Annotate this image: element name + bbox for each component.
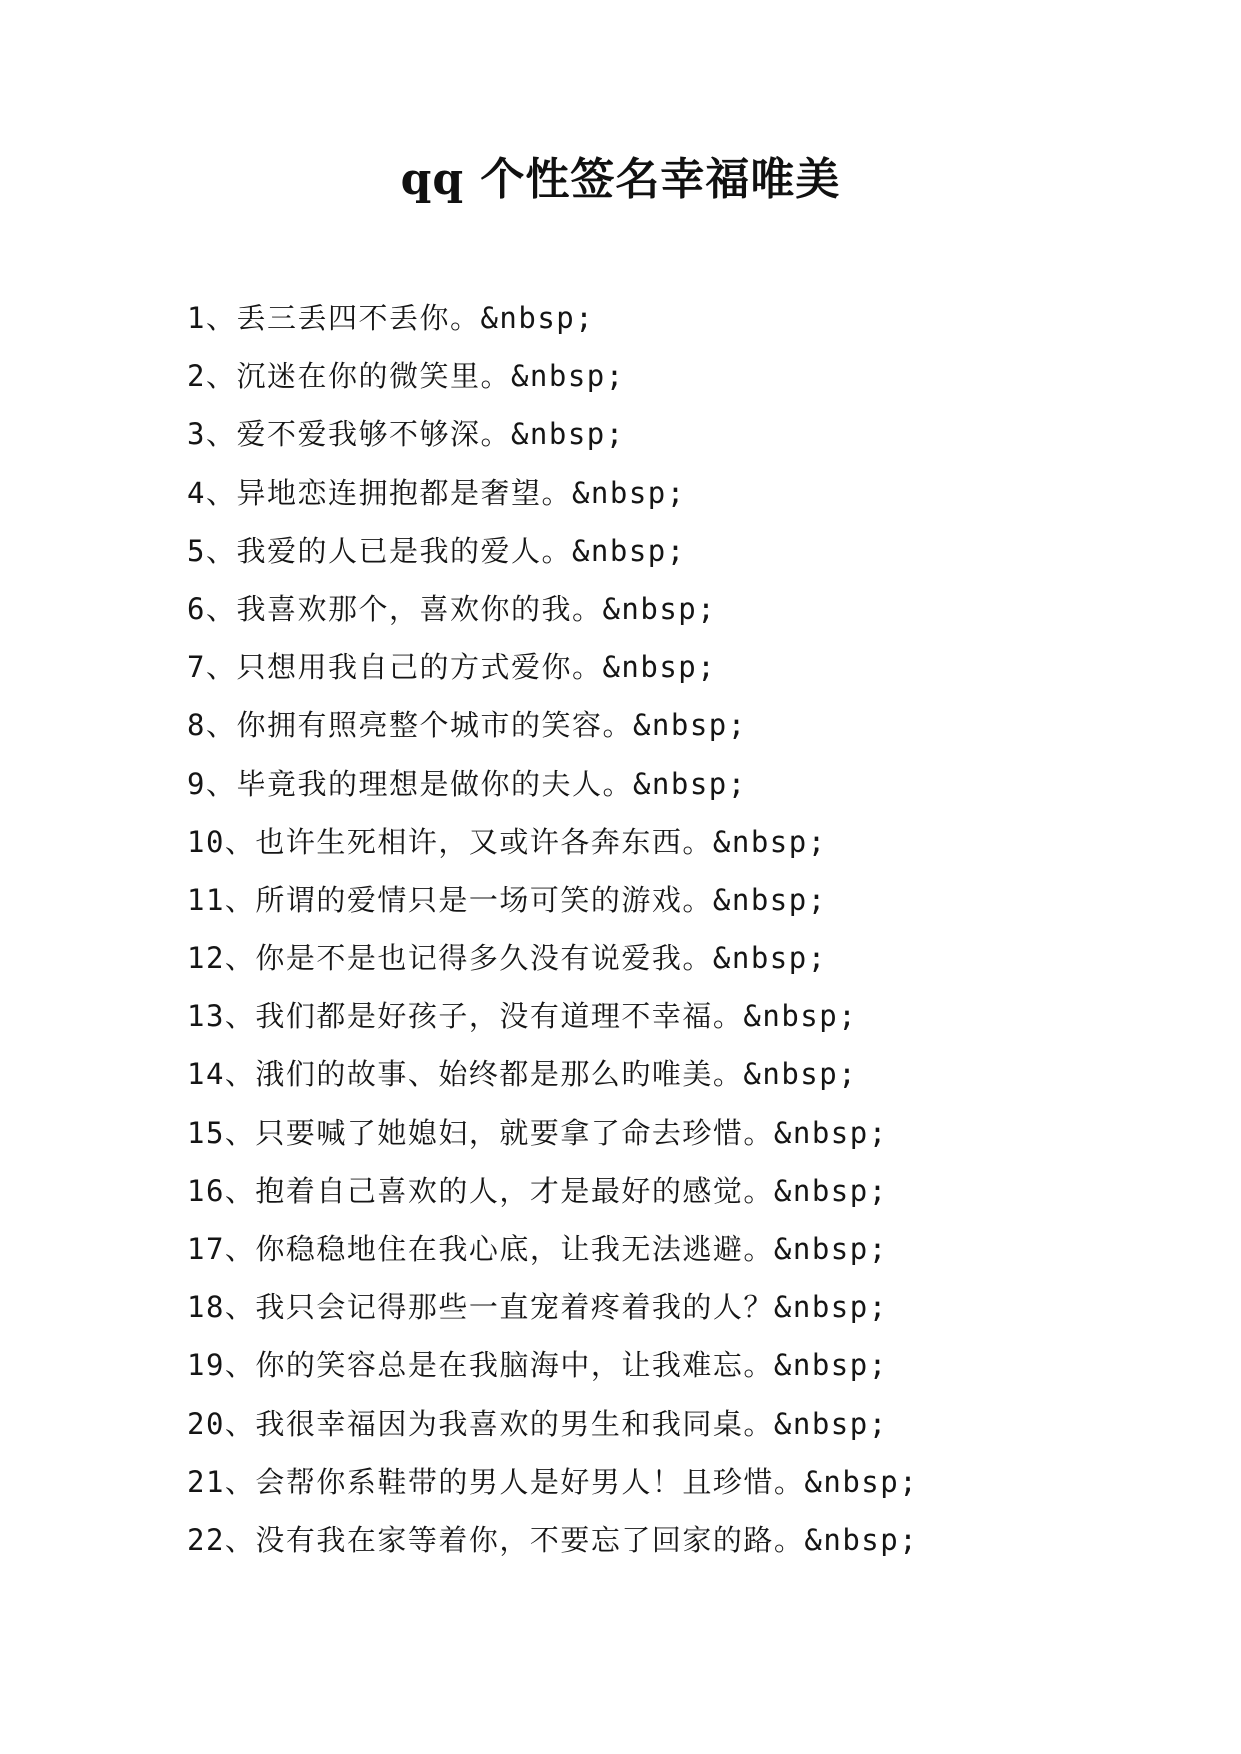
list-item: 12、你是不是也记得多久没有说爱我。&nbsp; xyxy=(187,941,827,976)
list-item: 1、丢三丢四不丢你。&nbsp; xyxy=(187,301,595,335)
list-item: 18、我只会记得那些一直宠着疼着我的人？&nbsp; xyxy=(187,1290,888,1325)
list-item: 19、你的笑容总是在我脑海中，让我难忘。&nbsp; xyxy=(187,1348,888,1383)
list-item: 9、毕竟我的理想是做你的夫人。&nbsp; xyxy=(187,766,747,801)
signature-list xyxy=(187,289,1187,1569)
list-item: 2、沉迷在你的微笑里。&nbsp; xyxy=(187,359,625,394)
list-item: 15、只要喊了她媳妇，就要拿了命去珍惜。&nbsp; xyxy=(187,1115,888,1150)
list-item: 14、涐们的故事、始终都是那么旳唯美。&nbsp; xyxy=(187,1057,858,1092)
list-item: 5、我爱的人已是我的爱人。&nbsp; xyxy=(187,533,686,568)
list-item: 8、你拥有照亮整个城市的笑容。&nbsp; xyxy=(187,708,747,743)
list-item: 21、会帮你系鞋带的男人是好男人！且珍惜。&nbsp; xyxy=(187,1464,919,1499)
list-item: 17、你稳稳地住在我心底，让我无法逃避。&nbsp; xyxy=(187,1232,888,1266)
list-item: 11、所谓的爱情只是一场可笑的游戏。&nbsp; xyxy=(187,882,827,917)
list-item: 10、也许生死相许，又或许各奔东西。&nbsp; xyxy=(187,824,827,859)
list-item: 7、只想用我自己的方式爱你。&nbsp; xyxy=(187,650,717,685)
list-item: 20、我很幸福因为我喜欢的男生和我同桌。&nbsp; xyxy=(187,1406,888,1441)
list-item: 16、抱着自己喜欢的人，才是最好的感觉。&nbsp; xyxy=(187,1173,888,1208)
list-item: 13、我们都是好孩子，没有道理不幸福。&nbsp; xyxy=(187,999,858,1034)
list-item: 3、爱不爱我够不够深。&nbsp; xyxy=(187,417,625,452)
list-item: 4、异地恋连拥抱都是奢望。&nbsp; xyxy=(187,475,686,510)
list-item: 6、我喜欢那个，喜欢你的我。&nbsp; xyxy=(187,591,717,626)
list-item: 22、没有我在家等着你，不要忘了回家的路。&nbsp; xyxy=(187,1522,919,1557)
document-title: qq 个性签名幸福唯美 xyxy=(400,154,841,205)
